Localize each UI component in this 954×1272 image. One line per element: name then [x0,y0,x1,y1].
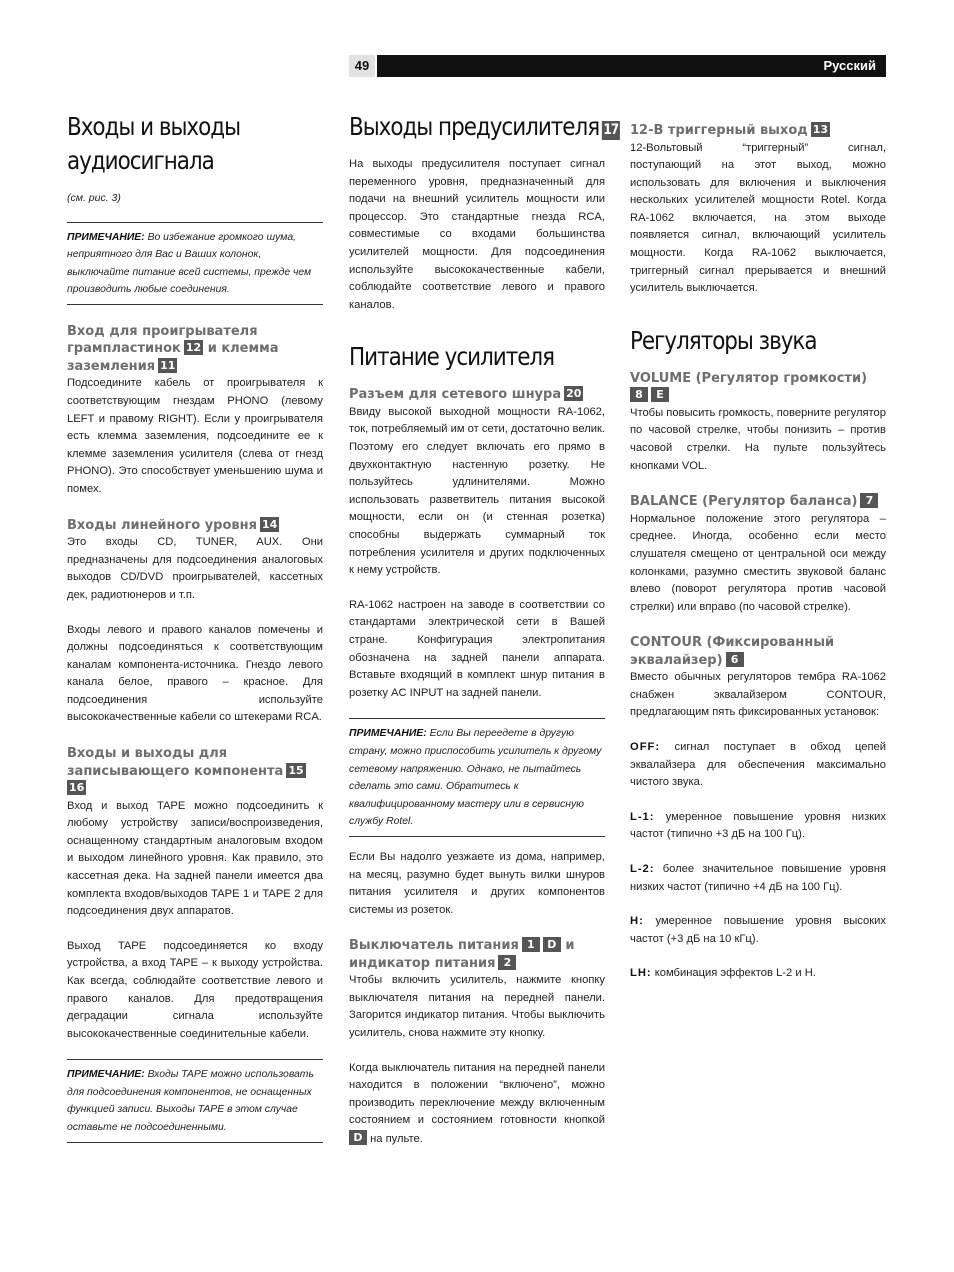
paragraph-power-2: Когда выключатель питания на передней панели находится в положении “включено”, можно производить переключение между включенным состоянием и состоянием готовности кнопкой D на пульте. [349,1061,605,1146]
note-label: ПРИМЕЧАНИЕ: [67,1069,145,1081]
ref-badge: E [651,387,669,402]
heading-trigger-out: 12-В триггерный выход 13 [630,123,829,138]
heading-line-inputs: Входы линейного уровня 14 [67,517,278,533]
ref-badge: 7 [860,493,878,508]
note-label: ПРИМЕЧАНИЕ: [349,728,427,740]
column-middle [349,110,619,1149]
section-title-tone-controls: Регуляторы звука [630,325,817,355]
paragraph-contour: Вместо обычных регуляторов тембра RA-1062 снабжен эквалайзером CONTOUR, предлагающим пять фиксированных установок: [630,671,886,719]
heading-phono-input: Вход для проигрывателя грампластинок 12 и клемма заземления 11 [67,323,279,374]
heading-ac-socket: Разъем для сетевого шнура 20 [349,387,582,403]
paragraph-line-1: Это входы CD, TUNER, AUX. Они предназначены для подсоединения аналоговых выходов CD/DVD проигрывателей, кассетных дек, радиотюнеров и т.п. [67,536,323,601]
ref-badge: 16 [69,781,85,795]
paragraph-power-1: Чтобы включить усилитель, нажмите кнопку выключателя питания на передней панели. Загорится индикатор питания. Чтобы выключить усилитель, снова нажмите эту кнопку. [349,974,605,1040]
section-title-preamp-out: Выходы предусилителя 17 [349,112,619,141]
paragraph-balance: Нормальное положение этого регулятора – среднее. Иногда, особенно если место слушателя смещено от центральной оси между колонками, разумно сместить звуковой баланс влево (поворот регулятора против часовой стрелки) или вправо (по часовой стрелке). [630,512,886,613]
contour-off: OFF: сигнал поступает в обход цепей эквалайзера для обеспечения максимально чистого звука. [630,741,886,789]
section-title-power: Питание усилителя [349,342,555,372]
note-block-tape [67,1059,323,1142]
paragraph-trigger: 12-Вольтовый “триггерный” сигнал, поступающий на этот выход, можно использовать для включения и выключения нескольких усилителей мощности Rotel. Когда RA-1062 включается, на этом выходе появляется сигнал, включающий усилитель мощности. Когда RA-1062 выключается, триггерный сигнал прерывается и внешний усилитель выключается. [630,141,886,295]
paragraph-ac-2: RA-1062 настроен на заводе в соответствии со стандартами электрической сети в Вашей стране. Конфигурация электропитания обозначена на задней панели аппарата. Вставьте входящий в комплект шнур питания в розетку AC INPUT на задней панели. [349,598,605,699]
paragraph-ac-1: Ввиду высокой выходной мощности RA-1062, ток, потребляемый им от сети, достаточно велик. Поэтому его следует включать его прямо в двухконтактную настенную розетку. Не пользуйтесь удлинителями. Можно использовать разветвитель питания высокой мощности, если он (и стенная розетка) способны выдержать суммарный ток потребления усилителя и других подключенных к нему устройств. [349,405,605,577]
paragraph-recorder-2: Выход TAPE подсоединяется ко входу устройства, а вход TAPE – к выходу устройства. Как всегда, соблюдайте соответствие левого и правого каналов. Для предотвращения деградации сигнала используйте высококачественные соединительные кабели. [67,939,323,1040]
note-text: Входы TAPE можно использовать для подсоединения компонентов, не оснащенных функцией записи. Выходы TAPE в этом случае оставьте не подсоединенными. [67,1069,314,1134]
contour-l2: L-2: более значительное повышение уровня низких частот (типично +4 дБ на 100 Гц). [630,863,886,893]
heading-recorder-io: Входы и выходы для записывающего компонента 15 16 [67,746,304,795]
page-number: 49 [349,55,375,77]
section-title-audio-io: Входы и выходы аудиосигнала [67,112,241,175]
ref-badge: 12 [185,341,202,355]
ref-badge: 6 [726,652,744,667]
note-text: Если Вы переедете в другую страну, можно приспособить усилитель к другому сетевому напряжению. Однако, не пытайтесь сделать это сами. Обратитесь к квалифицированному мастеру или в сервисную службу Rotel. [349,728,602,828]
ref-badge: D [349,1130,367,1145]
paragraph-preamp: На выходы предусилителя поступает сигнал переменного уровня, предназначенный для подачи на внешний усилитель мощности или процессор. Это стандартные гнезда RCA, совместимые со входами большинства усилителей мощности. Для подсоединения используйте высококачественные кабели, соблюдайте соответствие левого и правого каналов. [349,158,605,311]
ref-badge: 11 [160,358,176,372]
ref-badge: D [543,937,561,952]
ref-badge: 2 [498,955,516,970]
ref-badge: 20 [566,387,582,401]
heading-power-switch: Выключатель питания 1 D и индикатор питания 2 [349,938,575,971]
ref-badge: 13 [812,123,829,136]
contour-l1: L-1: умеренное повышение уровня низких частот (типично +3 дБ на 100 Гц). [630,810,886,841]
ref-badge: 15 [288,763,304,777]
contour-lh: LH: комбинация эффектов L-2 и H. [630,967,816,980]
column-right [630,110,886,983]
heading-balance: BALANCE (Регулятор баланса) 7 [630,493,886,511]
heading-volume: VOLUME (Регулятор громкости) 8 E [630,370,868,402]
paragraph-volume: Чтобы повысить громкость, поверните регулятор по часовой стрелке, чтобы понизить – против часовой стрелки. На пульте пользуйтесь кнопками VOL. [630,406,886,472]
ref-badge: 17 [603,122,619,138]
contour-h: H: умеренное повышение уровня высоких частот (+3 дБ на 10 кГц). [630,915,886,945]
column-left [67,110,323,1143]
heading-contour: CONTOUR (Фиксированный эквалайзер) 6 [630,635,835,668]
note-text: Во избежание громкого шума, неприятного для Вас и Ваших колонок, выключайте питание всей системы, прежде чем производить любые соединения. [67,231,312,296]
ref-badge: 14 [261,517,278,531]
header-bar [377,55,886,77]
ref-badge: 1 [522,937,540,952]
paragraph-phono: Подсоедините кабель от проигрывателя к соответствующим гнездам PHONO (левому LEFT и правому RIGHT). Если у проигрывателя есть клемма заземления, подсоедините ее к клемме заземления усилителя (слева от гнезд PHONO). Это способствует уменьшению шума и помех. [67,377,323,496]
paragraph-recorder-1: Вход и выход TAPE можно подсоединить к любому устройству записи/воспроизведения, оснащенному стандартным аналоговым входом и выходом линейного уровня. Как правило, это кассетная дека. На задней панели имеется два комплекта входов/выходов TAPE 1 и TAPE 2 для подсоединения двух аппаратов. [67,799,323,918]
note-block [67,222,323,305]
paragraph-line-2: Входы левого и правого каналов помечены и должны подсоединяться к соответствующим каналам компонента-источника. Гнездо левого канала белое, правого – красное. Для подсоединения используйте высококачественные кабели со штекерами RCA. [67,623,323,724]
note-label: ПРИМЕЧАНИЕ: [67,231,145,243]
figure-reference: (см. рис. 3) [67,192,121,204]
paragraph-away: Если Вы надолго уезжаете из дома, например, на месяц, разумно будет вынуть вилки шнуров питания усилителя и других компонентов системы из розеток. [349,850,605,916]
ref-badge: 8 [630,387,648,402]
language-label: Русский [823,58,876,73]
note-block-voltage [349,718,605,837]
